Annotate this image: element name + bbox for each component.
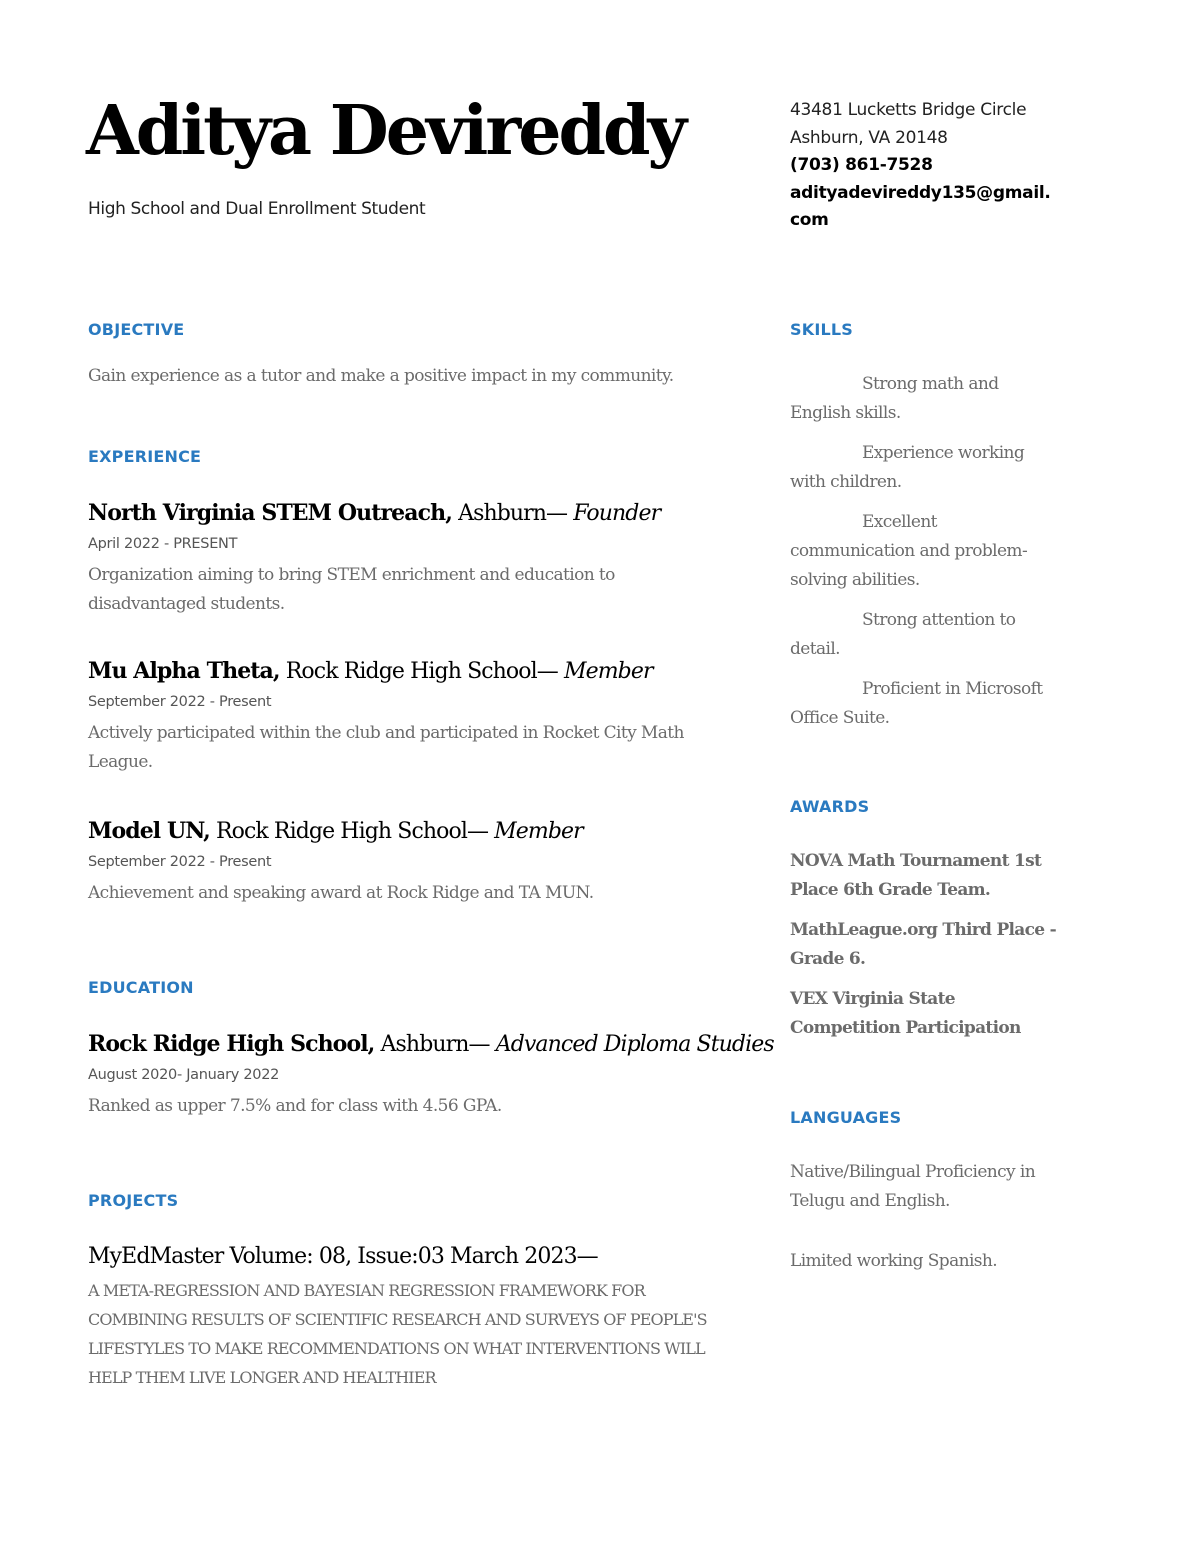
skill-item: Excellent communication and problem-solving abilities. <box>790 512 1028 590</box>
award-item: NOVA Math Tournament 1st Place 6th Grade Team. <box>790 851 1042 900</box>
project-description: A META-REGRESSION AND BAYESIAN REGRESSION FRAMEWORK FOR COMBINING RESULTS OF SCIENTIFIC RESEARCH AND SURVEYS OF PEOPLE'S LIFESTYLES TO MAKE RECOMMENDATIONS ON WHAT INTERVENTIONS WILL HELP THEM LIVE LONGER AND HEALTHIER <box>88 1281 707 1387</box>
objective-text: Gain experience as a tutor and make a positive impact in my community. <box>88 366 674 386</box>
experience-entry <box>88 816 758 908</box>
entry-location: Ashburn— <box>451 501 574 526</box>
entry-organization: North Virginia STEM Outreach, <box>88 500 452 526</box>
experience-entry <box>88 656 758 777</box>
entry-organization: Rock Ridge High School, <box>88 1031 375 1057</box>
award-item: VEX Virginia State Competition Participation <box>790 989 1021 1038</box>
skills-heading: SKILLS <box>790 320 853 339</box>
project-entry <box>88 1242 758 1392</box>
entry-description: Organization aiming to bring STEM enrichment and education to disadvantaged students. <box>88 565 615 614</box>
entry-date: August 2020- January 2022 <box>88 1067 280 1083</box>
experience-entry <box>88 498 758 619</box>
entry-title <box>88 816 758 847</box>
candidate-tagline: High School and Dual Enrollment Student <box>88 199 426 219</box>
language-item: Native/Bilingual Proficiency in Telugu and English. <box>790 1162 1036 1211</box>
awards-heading: AWARDS <box>790 797 870 816</box>
phone-number: (703) 861-7528 <box>790 155 933 175</box>
entry-role: Member <box>494 819 583 844</box>
experience-heading: EXPERIENCE <box>88 447 202 466</box>
language-item: Limited working Spanish. <box>790 1251 998 1271</box>
entry-role: Advanced Diploma Studies <box>495 1032 774 1057</box>
entry-location: Ashburn— <box>374 1032 496 1057</box>
entry-organization: Model UN, <box>88 818 210 844</box>
education-entry <box>88 1029 774 1121</box>
entry-role: Founder <box>573 501 661 526</box>
awards-list <box>790 847 1058 1054</box>
project-title: MyEdMaster Volume: 08, Issue:03 March 2023— <box>88 1244 598 1269</box>
entry-date: April 2022 - PRESENT <box>88 536 238 552</box>
entry-role: Member <box>563 659 653 684</box>
skill-item: Proficient in Microsoft Office Suite. <box>790 679 1043 728</box>
skill-item: Strong attention to detail. <box>790 610 1016 659</box>
address-line-2: Ashburn, VA 20148 <box>790 127 948 148</box>
entry-organization: Mu Alpha Theta, <box>88 658 280 684</box>
skills-list <box>790 370 1058 744</box>
languages-heading: LANGUAGES <box>790 1108 902 1127</box>
languages-list <box>790 1158 1058 1276</box>
email-address: adityadevireddy135@gmail.com <box>790 182 1051 230</box>
award-item: MathLeague.org Third Place - Grade 6. <box>790 920 1056 969</box>
entry-location: Rock Ridge High School— <box>209 819 495 844</box>
address-line-1: 43481 Lucketts Bridge Circle <box>790 100 1027 120</box>
entry-description: Actively participated within the club and participated in Rocket City Math League. <box>88 723 684 772</box>
candidate-name: Aditya Devireddy <box>86 91 685 171</box>
contact-block <box>790 97 1060 235</box>
entry-title <box>88 498 758 529</box>
projects-heading: PROJECTS <box>88 1191 179 1210</box>
entry-location: Rock Ridge High School— <box>279 659 564 684</box>
entry-date: September 2022 - Present <box>88 694 272 710</box>
skill-item: Strong math and English skills. <box>790 374 999 423</box>
entry-description: Achievement and speaking award at Rock Ridge and TA MUN. <box>88 883 594 903</box>
entry-date: September 2022 - Present <box>88 854 272 870</box>
entry-title <box>88 1029 774 1060</box>
skill-item: Experience working with children. <box>790 443 1025 492</box>
entry-description: Ranked as upper 7.5% and for class with 4.56 GPA. <box>88 1096 502 1116</box>
entry-title <box>88 656 758 687</box>
objective-heading: OBJECTIVE <box>88 320 185 339</box>
education-heading: EDUCATION <box>88 978 194 997</box>
